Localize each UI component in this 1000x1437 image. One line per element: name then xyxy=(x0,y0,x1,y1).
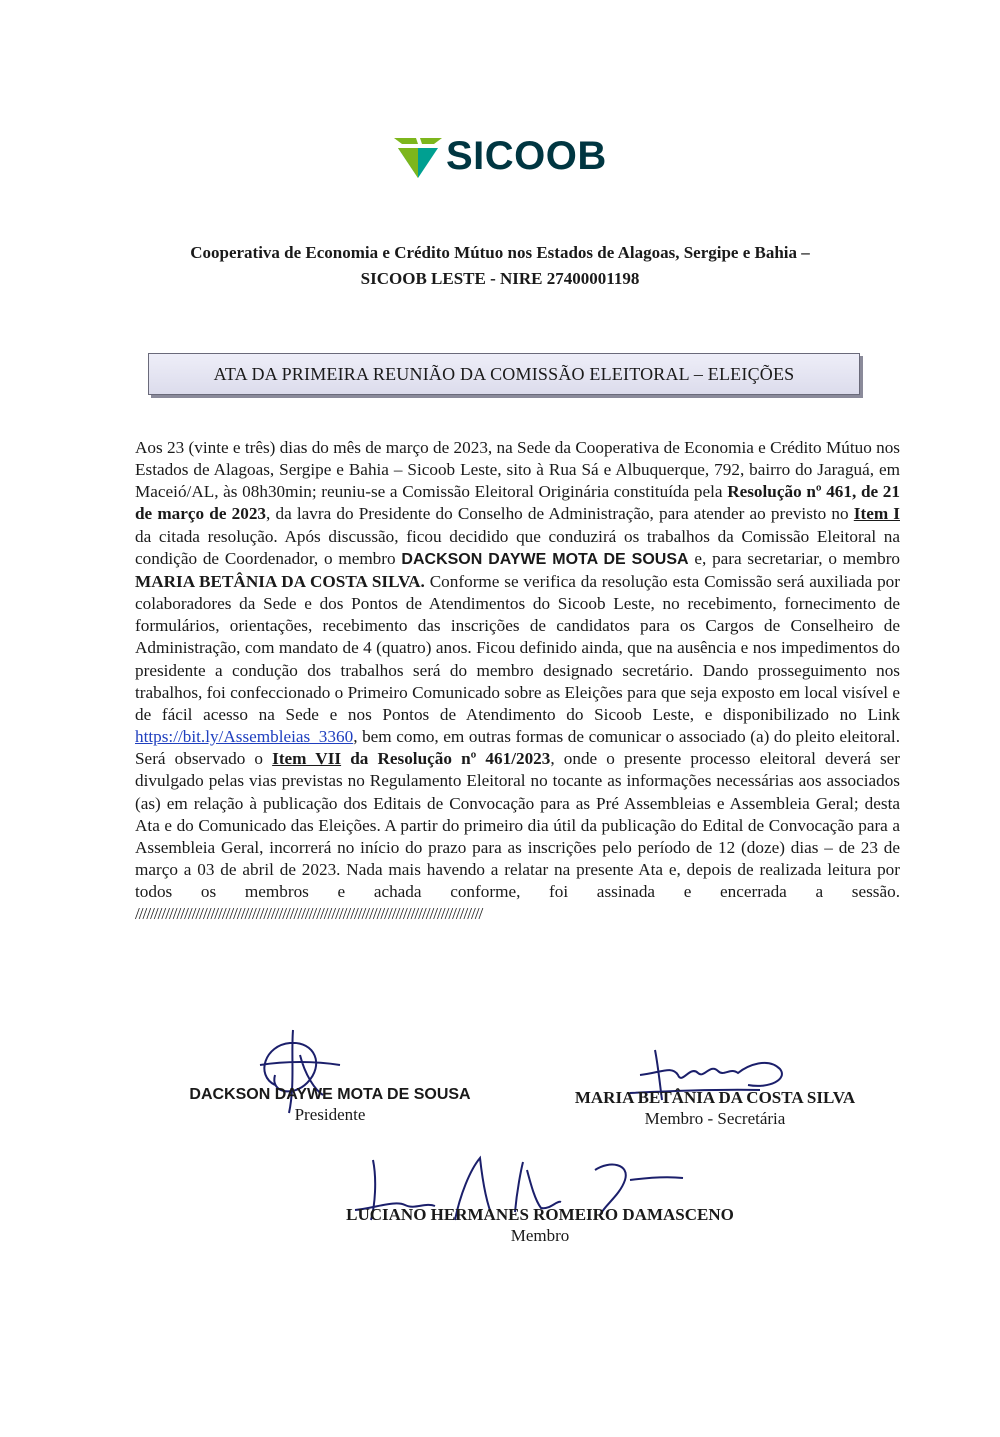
president-role: Presidente xyxy=(294,1105,366,1124)
president-name: DACKSON DAYWE MOTA DE SOUSA xyxy=(189,1086,471,1103)
body-text-7: , onde o presente processo eleitoral deverá ser divulgado pelas vias previstas no Regulamento Eleitoral no tocante as informações necessárias aos associados (as) em relação à publicação dos Editais de Convocação para as Pré Assembleias e Assembleia Geral; desta Ata e do Comunicado das Eleições. A partir do primeiro dia útil da publicação do Edital de Convocação para a Assembleia Geral, incorrerá no início do prazo para as inscrições pelo período de 12 (doze) dias – de 23 de março a 03 de abril de 2023. Nada mais havendo a relatar na presente Ata e, depois de realizada leitura por todos os membros e achada conforme, foi assinada e encerrada a sessão. xyxy=(135,749,901,902)
secretary-name: MARIA BETÂNIA DA COSTA SILVA. xyxy=(135,571,425,591)
sicoob-logo xyxy=(392,128,622,184)
closing-slashes: //////////////////////////////////////////////////////////////////////////////////////////// xyxy=(135,904,483,924)
title-banner xyxy=(148,353,860,395)
signature-block-secretary xyxy=(535,1088,895,1129)
coordinator-name: DACKSON DAYWE MOTA DE SOUSA xyxy=(401,550,689,568)
page-title: ATA DA PRIMEIRA REUNIÃO DA COMISSÃO ELEITORAL – ELEIÇÕES xyxy=(213,363,795,384)
member-name: LUCIANO HERMANES ROMEIRO DAMASCENO xyxy=(346,1205,734,1224)
cooperative-id: SICOOB LESTE - NIRE 27400001198 xyxy=(360,269,640,288)
item-7-reference: Item VII xyxy=(272,749,342,769)
signature-block-president xyxy=(145,1086,515,1125)
minutes-body xyxy=(135,437,900,925)
sicoob-mark-icon xyxy=(392,130,444,182)
body-text-2: , da lavra do Presidente do Conselho de Administração, para atender ao previsto no xyxy=(266,504,849,524)
resolution-reference-2: da Resolução nº 461/2023 xyxy=(350,749,551,769)
resolution-reference: Resolução nº 461, de 21 de março de 2023 xyxy=(135,482,900,524)
assembleias-link[interactable]: https://bit.ly/Assembleias_3360 xyxy=(135,727,354,747)
body-text-4: e, para secretariar, o membro xyxy=(694,548,901,568)
signature-block-member xyxy=(320,1205,760,1246)
body-text-1: Aos 23 (vinte e três) dias do mês de março de 2023, na Sede da Cooperativa de Economia e Crédito Mútuo nos Estados de Alagoas, Sergipe e Bahia – Sicoob Leste, sito à Rua Sá e Albuquerque, 792, bairro do Jaraguá, em Maceió/AL, às 08h30min; reuniu-se a Comissão Eleitoral Originária constituída pela xyxy=(135,438,900,502)
logo-text: SICOOB xyxy=(446,134,607,178)
secretary-signature-name: MARIA BETÂNIA DA COSTA SILVA xyxy=(574,1088,856,1107)
cooperative-name: Cooperativa de Economia e Crédito Mútuo nos Estados de Alagoas, Sergipe e Bahia – xyxy=(190,243,810,262)
secretary-role: Membro - Secretária xyxy=(644,1109,786,1128)
body-text-5: Conforme se verifica da resolução esta Comissão será auxiliada por colaboradores da Sede e dos Pontos de Atendimentos do Sicoob Leste, no recebimento, fornecimento de formulários, orientações, recebimento das inscrições de candidatos para os Cargos de Conselheiro de Administração, com mandato de 4 (quatro) anos. Ficou definido ainda, que na ausência e nos impedimentos do presidente a condução dos trabalhos será do membro designado secretário. Dando prosseguimento nos trabalhos, foi confeccionado o Primeiro Comunicado sobre as Eleições para que seja exposto em local visível e de fácil acesso na Sede e nos Pontos de Atendimento do Sicoob Leste, e disponibilizado no Link xyxy=(135,571,900,724)
cooperative-header xyxy=(100,240,900,292)
body-text-3: da citada resolução. Após discussão, ficou decidido que conduzirá os trabalhos da Comissão Eleitoral na condição de Coordenador, o membro xyxy=(135,526,900,568)
member-role: Membro xyxy=(510,1226,570,1245)
body-text-6: , bem como, em outras formas de comunicar o associado (a) do pleito eleitoral. Será observado o xyxy=(135,727,900,769)
item-1-reference: Item I xyxy=(853,504,900,524)
